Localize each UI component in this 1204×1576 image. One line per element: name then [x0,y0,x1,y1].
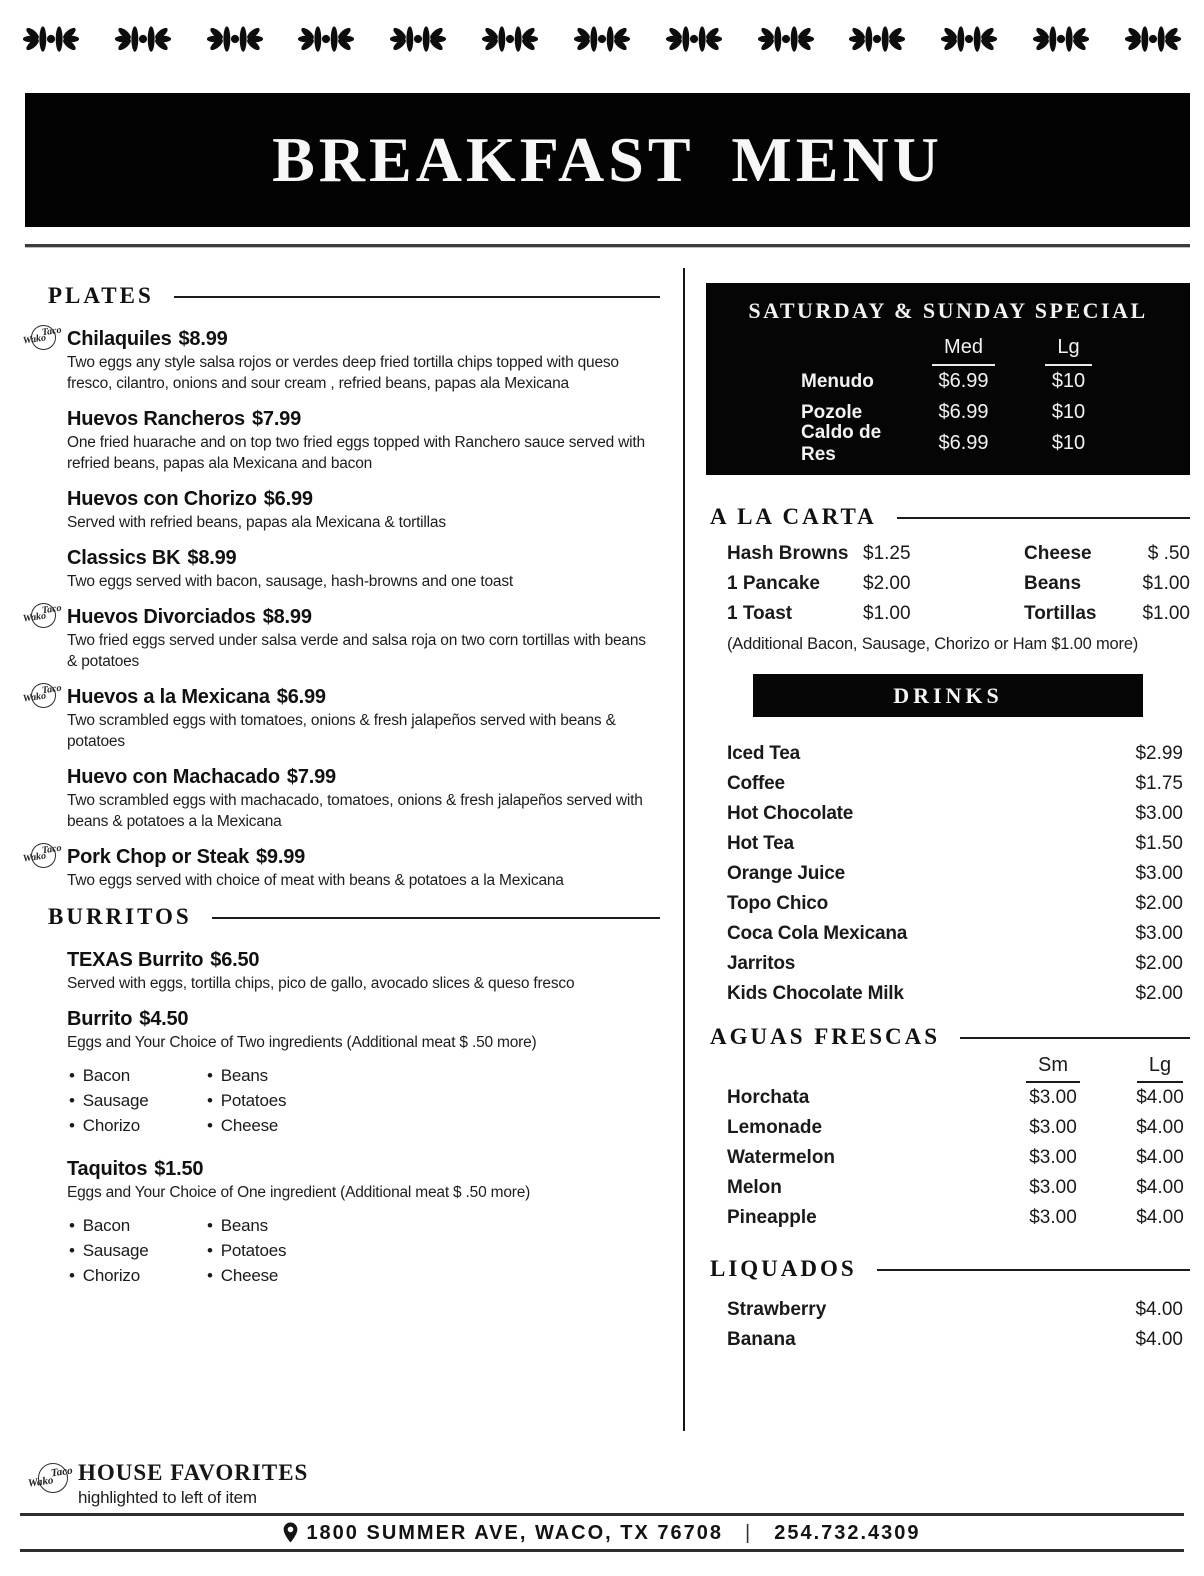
menu-item-pork-chop-or-steak [22,842,660,891]
item-name: Huevos a la Mexicana [67,686,270,708]
item-name: Huevo con Machacado [67,766,280,788]
ingredient-options [69,1063,660,1138]
item-price: $8.99 [187,547,237,569]
fleuron-ornament-icon [940,8,998,70]
aguas-lg-price: $4.00 [1136,1177,1184,1198]
item-description: Two eggs any style salsa rojos or verdes deep fried tortilla chips topped with queso fresco, cilantro, onions and sour cream , refried beans, papas ala Mexicana [67,354,619,392]
menu-item-burrito [67,1006,660,1138]
item-name: Burrito [67,1008,133,1030]
drink-row: Hot Chocolate $3.00 [727,803,1183,824]
footer-divider-bottom [20,1549,1184,1552]
item-description: Eggs and Your Choice of One ingredient (Additional meat $ .50 more) [67,1184,531,1201]
house-favorites-legend [28,1460,308,1508]
item-description: Two fried eggs served under salsa verde and salsa roja on two corn tortillas with beans & potatoes [67,632,646,670]
section-title: LIQUADOS [710,1256,857,1281]
alacarta-item: Hash Browns [727,543,849,564]
fleuron-ornament-icon [757,8,815,70]
aguas-item: Watermelon [727,1147,836,1168]
item-name: Huevos con Chorizo [67,488,257,510]
liquado-row: Strawberry $4.00 [727,1299,1183,1320]
column-header-lg: Lg [1016,335,1121,366]
alacarta-note: (Additional Bacon, Sausage, Chorizo or Ham $1.00 more) [727,635,1139,653]
footer-divider-top [20,1513,1184,1516]
item-description: Two eggs served with bacon, sausage, hash-browns and one toast [67,573,513,590]
alacarta-price: $2.00 [863,573,911,594]
wakotaco-logo-icon: Wako Taco [23,682,65,712]
section-title: BURRITOS [48,904,192,929]
option-item: • Beans [207,1216,268,1235]
section-title: A LA CARTA [710,504,877,529]
house-favorites-title: HOUSE FAVORITES [78,1460,309,1485]
item-name: Taquitos [67,1158,148,1180]
aguas-item: Pineapple [727,1207,817,1228]
item-price: $6.99 [276,686,326,708]
aguas-sm-price: $3.00 [1029,1207,1077,1228]
wakotaco-logo-icon: Wako Taco [23,324,65,354]
bullet-dot: • [69,1216,75,1235]
bullet-dot: • [207,1241,213,1260]
header-divider [25,244,1190,248]
special-table [706,335,1190,465]
menu-item-texas-burrito [67,947,660,994]
menu-item-huevos-divorciados [22,602,660,672]
special-row-med-price: $6.99 [938,370,989,392]
special-row-med-price: $6.99 [938,401,989,423]
option-item: • Chorizo [69,1116,140,1135]
address-separator: | [745,1521,753,1544]
special-row-name: Menudo [801,370,874,392]
item-description: Two scrambled eggs with machacado, tomatoes, onions & fresh jalapeños served with beans & potatoes a la Mexicana [67,792,643,830]
section-title: AGUAS FRESCAS [710,1024,941,1049]
menu-banner [25,93,1190,227]
aguas-sm-price: $3.00 [1029,1147,1077,1168]
aguas-frescas-section [706,1023,1190,1233]
drink-row: Coffee $1.75 [727,773,1183,794]
option-item: • Cheese [207,1266,279,1285]
aguas-sm-price: $3.00 [1029,1117,1077,1138]
drinks-list [706,739,1190,1009]
drink-row: Jarritos $2.00 [727,953,1183,974]
section-burritos [48,903,660,931]
column-divider [683,268,685,1431]
aguas-lg-price: $4.00 [1136,1207,1184,1228]
bullet-dot: • [207,1216,213,1235]
option-item: • Bacon [69,1066,130,1085]
aguas-table [706,1053,1190,1233]
wakotaco-logo-icon: Wako Taco [28,1460,74,1496]
item-price: $6.50 [210,949,260,971]
left-column [22,270,660,1300]
item-price: $4.50 [139,1008,189,1030]
special-row-lg-price: $10 [1051,432,1086,454]
menu-item-huevos-rancheros [67,406,660,474]
item-name: Chilaquiles [67,328,172,350]
menu-item-classics-bk [67,545,660,592]
special-title: SATURDAY & SUNDAY SPECIAL [748,298,1148,323]
drinks-title: DRINKS [893,682,1003,708]
bullet-dot: • [69,1066,75,1085]
option-item: • Potatoes [207,1091,287,1110]
address-bar [0,1518,1204,1548]
drink-row: Iced Tea $2.99 [727,743,1183,764]
option-item: • Sausage [69,1091,149,1110]
option-item: • Sausage [69,1241,149,1260]
bullet-dot: • [69,1116,75,1135]
option-item: • Cheese [207,1116,279,1135]
section-aguas-frescas [710,1023,1190,1051]
item-description: Served with eggs, tortilla chips, pico de gallo, avocado slices & queso fresco [67,975,575,992]
aguas-lg-price: $4.00 [1136,1117,1184,1138]
aguas-item: Lemonade [727,1117,823,1138]
drink-row: Topo Chico $2.00 [727,893,1183,914]
item-price: $6.99 [263,488,313,510]
drinks-header-bar [753,674,1143,717]
option-item: • Chorizo [69,1266,140,1285]
item-price: $7.99 [286,766,336,788]
aguas-item: Melon [727,1177,782,1198]
alacarta-price: $1.25 [863,543,911,564]
aguas-lg-price: $4.00 [1136,1147,1184,1168]
column-header-med: Med [911,335,1016,366]
street-address: 1800 SUMMER AVE, WACO, TX 76708 [306,1521,723,1544]
alacarta-price: $ .50 [1147,543,1190,564]
section-a-la-carta [710,503,1190,531]
fleuron-ornament-icon [206,8,264,70]
aguas-sm-price: $3.00 [1029,1177,1077,1198]
item-description: Served with refried beans, papas ala Mexicana & tortillas [67,514,446,531]
wakotaco-logo-icon: Wako Taco [23,842,65,872]
house-favorites-note: highlighted to left of item [78,1488,257,1507]
bullet-dot: • [207,1266,213,1285]
alacarta-item: 1 Pancake [727,573,820,594]
alacarta-price: $1.00 [1142,603,1190,624]
bullet-dot: • [69,1091,75,1110]
option-item: • Potatoes [207,1241,287,1260]
section-title: PLATES [48,283,154,308]
option-item: • Beans [207,1066,268,1085]
alacarta-price: $1.00 [863,603,911,624]
fleuron-ornament-icon [22,8,80,70]
section-rule [877,1269,1190,1271]
section-rule [212,917,660,919]
alacarta-item: Tortillas [1024,603,1097,624]
item-name: Pork Chop or Steak [67,846,249,868]
item-price: $7.99 [251,408,302,430]
fleuron-ornament-icon [389,8,447,70]
item-price: $8.99 [178,328,228,350]
section-liquados [710,1255,1190,1283]
item-description: Two scrambled eggs with tomatoes, onions & fresh jalapeños served with beans & potatoes [67,712,616,750]
item-name: Classics BK [67,547,181,569]
section-plates [48,282,660,310]
section-rule [897,517,1190,519]
item-price: $9.99 [256,846,306,868]
item-price: $1.50 [154,1158,204,1180]
drink-row: Kids Chocolate Milk $2.00 [727,983,1183,1004]
ornament-row [22,8,1182,70]
special-row-lg-price: $10 [1051,370,1086,392]
special-row-name: Pozole [801,401,863,423]
drink-row: Coca Cola Mexicana $3.00 [727,923,1183,944]
menu-item-huevos-a-la-mexicana [22,682,660,752]
phone-number: 254.732.4309 [774,1521,921,1544]
section-rule [174,296,660,298]
menu-item-taquitos [67,1156,660,1288]
ingredient-options [69,1213,660,1288]
alacarta-item: 1 Toast [727,603,793,624]
bullet-dot: • [69,1266,75,1285]
column-header-lg: Lg [1116,1053,1204,1083]
item-price: $8.99 [262,606,312,628]
drink-row: Hot Tea $1.50 [727,833,1183,854]
alacarta-price: $1.00 [1142,573,1190,594]
wakotaco-logo-icon: Wako Taco [23,602,65,632]
fleuron-ornament-icon [573,8,631,70]
bullet-dot: • [207,1066,213,1085]
fleuron-ornament-icon [1032,8,1090,70]
bullet-dot: • [69,1241,75,1260]
a-la-carta-section [706,503,1190,654]
fleuron-ornament-icon [665,8,723,70]
menu-item-chilaquiles [22,324,660,394]
option-item: • Bacon [69,1216,130,1235]
item-description: Two eggs served with choice of meat with beans & potatoes a la Mexicana [67,872,564,889]
item-description: Eggs and Your Choice of Two ingredients (Additional meat $ .50 more) [67,1034,537,1051]
aguas-sm-price: $3.00 [1029,1087,1077,1108]
drink-row: Orange Juice $3.00 [727,863,1183,884]
fleuron-ornament-icon [297,8,355,70]
alacarta-item: Cheese [1024,543,1092,564]
liquado-row: Banana $4.00 [727,1329,1183,1350]
menu-item-huevo-con-machacado [67,764,660,832]
fleuron-ornament-icon [481,8,539,70]
page-title: BREAKFAST MENU [272,124,943,195]
item-description: One fried huarache and on top two fried eggs topped with Ranchero sauce served with refried beans, papas ala Mexicana and bacon [67,434,645,472]
section-rule [960,1037,1190,1039]
bullet-dot: • [207,1091,213,1110]
fleuron-ornament-icon [1124,8,1182,70]
column-header-sm: Sm [1008,1053,1098,1083]
a-la-carta-table [706,539,1190,629]
weekend-special-box [706,283,1190,475]
fleuron-ornament-icon [848,8,906,70]
item-name: TEXAS Burrito [67,949,204,971]
aguas-item: Horchata [727,1087,810,1108]
bullet-dot: • [207,1116,213,1135]
menu-item-huevos-con-chorizo [67,486,660,533]
special-row-lg-price: $10 [1051,401,1086,423]
right-column [706,270,1190,1355]
fleuron-ornament-icon [114,8,172,70]
special-row-name: Caldo de Res [801,421,882,465]
item-name: Huevos Rancheros [67,408,245,430]
alacarta-item: Beans [1024,573,1082,594]
aguas-lg-price: $4.00 [1136,1087,1184,1108]
liquados-section [706,1255,1190,1355]
special-row-med-price: $6.99 [938,432,989,454]
location-pin-icon [283,1522,298,1543]
item-name: Huevos Divorciados [67,606,256,628]
